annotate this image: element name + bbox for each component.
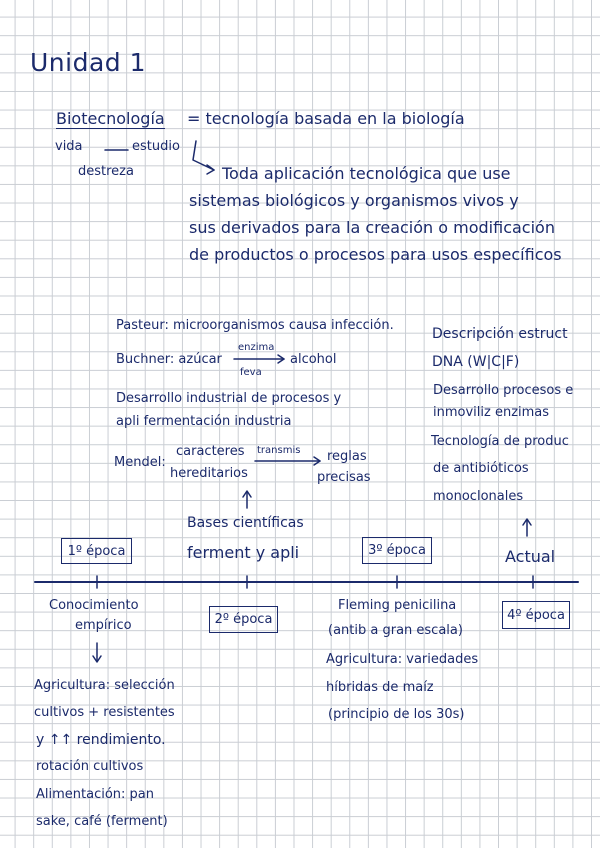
note-actual: Actual <box>505 547 556 566</box>
note-epoch1-line-4: rotación cultivos <box>36 759 144 774</box>
term-definition: = tecnología basada en la biología <box>187 109 465 128</box>
definition-arrow <box>193 141 214 170</box>
note-epoch4-line-5: Tecnología de produc <box>431 434 569 449</box>
note-mendel-hereditarios: hereditarios <box>170 466 248 481</box>
note-epoch3-line-4: híbridas de maíz <box>326 680 434 695</box>
definition-arrowhead <box>207 165 214 174</box>
note-desarrollo-2: apli fermentación industria <box>116 414 292 429</box>
note-epoch4-line-3: Desarrollo procesos e <box>433 383 574 398</box>
etymology-estudio: estudio <box>132 139 180 154</box>
note-epoch1-line-2: cultivos + resistentes <box>34 705 175 720</box>
definition-line-3: sus derivados para la creación o modificación <box>189 218 555 237</box>
note-mendel-reglas: reglas <box>327 449 367 464</box>
note-bases-1: Bases científicas <box>187 515 304 531</box>
note-conocimiento-1: Conocimiento <box>49 598 139 613</box>
definition-line-2: sistemas biológicos y organismos vivos y <box>189 191 519 210</box>
note-epoch1-line-5: Alimentación: pan <box>36 787 155 802</box>
note-epoch4-line-6: de antibióticos <box>433 461 529 476</box>
note-buchner-feva: feva <box>240 367 262 378</box>
note-buchner-result: alcohol <box>290 352 337 367</box>
note-mendel-label: Mendel: <box>114 455 166 470</box>
note-epoch3-line-1: Fleming penicilina <box>338 598 457 613</box>
note-epoch4-line-1: Descripción estruct <box>432 326 568 342</box>
page-title: Unidad 1 <box>30 48 146 77</box>
definition-line-1: Toda aplicación tecnológica que use <box>222 164 511 183</box>
note-mendel-caracteres: caracteres <box>176 444 245 459</box>
term-biotecnologia: Biotecnología <box>56 109 165 128</box>
etymology-destreza: destreza <box>78 164 134 179</box>
note-epoch1-line-1: Agricultura: selección <box>34 678 175 693</box>
epoch-2-box: 2º época <box>209 606 278 633</box>
note-epoch3-line-2: (antib a gran escala) <box>328 623 463 638</box>
definition-line-4: de productos o procesos para usos específicos <box>189 245 562 264</box>
note-epoch3-line-5: (principio de los 30s) <box>328 707 465 722</box>
note-epoch3-line-3: Agricultura: variedades <box>326 652 479 667</box>
note-epoch4-line-2: DNA (W|C|F) <box>432 354 520 370</box>
note-epoch1-line-6: sake, café (ferment) <box>36 814 168 829</box>
note-epoch1-line-3: y ↑↑ rendimiento. <box>36 732 166 748</box>
etymology-vida: vida <box>55 139 83 154</box>
note-desarrollo-1: Desarrollo industrial de procesos y <box>116 391 342 406</box>
epoch-1-box: 1º época <box>61 538 132 564</box>
note-epoch4-line-4: inmoviliz enzimas <box>433 405 550 420</box>
note-mendel-transmis: transmis <box>257 445 301 456</box>
note-conocimiento-2: empírico <box>75 618 132 633</box>
note-buchner-enzima: enzima <box>238 342 275 353</box>
note-buchner-label: Buchner: azúcar <box>116 352 222 367</box>
epoch-3-box: 3º época <box>362 537 432 564</box>
note-mendel-precisas: precisas <box>317 470 371 485</box>
note-epoch4-line-7: monoclonales <box>433 489 524 504</box>
epoch-4-box: 4º época <box>502 601 570 629</box>
note-bases-2: ferment y apli <box>187 543 300 562</box>
note-pasteur: Pasteur: microorganismos causa infección. <box>116 318 394 333</box>
